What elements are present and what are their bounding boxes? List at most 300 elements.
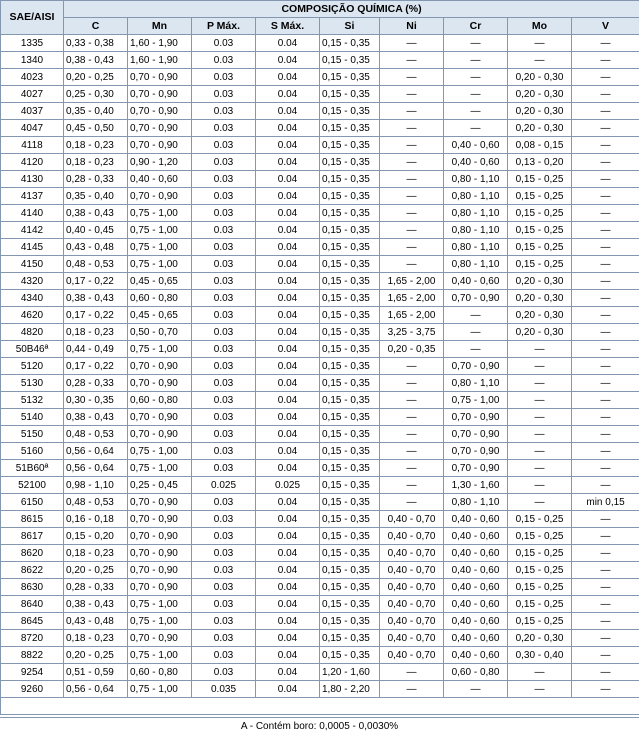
- cell-c: 0,28 - 0,33: [64, 171, 128, 188]
- cell-p-max: 0.03: [192, 205, 256, 222]
- cell-si: 0,15 - 0,35: [320, 290, 380, 307]
- cell-si: 1,80 - 2,20: [320, 681, 380, 698]
- cell-cr: —: [444, 681, 508, 698]
- cell-v: —: [572, 154, 639, 171]
- cell-ni: 0,40 - 0,70: [380, 647, 444, 664]
- cell-v: —: [572, 460, 639, 477]
- cell-cr: —: [444, 69, 508, 86]
- cell-v: —: [572, 681, 639, 698]
- cell-mn: 0,25 - 0,45: [128, 477, 192, 494]
- cell-p-max: 0.03: [192, 52, 256, 69]
- cell-p-max: 0.03: [192, 120, 256, 137]
- cell-v: —: [572, 375, 639, 392]
- cell-mo: 0,15 - 0,25: [508, 256, 572, 273]
- cell-sae-aisi: 4340: [1, 290, 64, 307]
- cell-c: 0,18 - 0,23: [64, 137, 128, 154]
- cell-v: —: [572, 205, 639, 222]
- cell-c: 0,20 - 0,25: [64, 69, 128, 86]
- cell-v: —: [572, 664, 639, 681]
- cell-ni: —: [380, 52, 444, 69]
- cell-mn: 0,70 - 0,90: [128, 579, 192, 596]
- table-row: [1, 307, 639, 324]
- cell-cr: 0,70 - 0,90: [444, 426, 508, 443]
- cell-c: 0,20 - 0,25: [64, 562, 128, 579]
- cell-mn: 0,75 - 1,00: [128, 681, 192, 698]
- cell-si: 0,15 - 0,35: [320, 52, 380, 69]
- cell-cr: 0,40 - 0,60: [444, 511, 508, 528]
- cell-cr: —: [444, 86, 508, 103]
- cell-sae-aisi: 1340: [1, 52, 64, 69]
- cell-sae-aisi: 8620: [1, 545, 64, 562]
- cell-si: 0,15 - 0,35: [320, 392, 380, 409]
- cell-c: 0,28 - 0,33: [64, 375, 128, 392]
- cell-s-max: 0.04: [256, 647, 320, 664]
- cell-s-max: 0.04: [256, 613, 320, 630]
- cell-s-max: 0.04: [256, 52, 320, 69]
- cell-p-max: 0.03: [192, 137, 256, 154]
- table-row: [1, 392, 639, 409]
- cell-v: —: [572, 630, 639, 647]
- cell-si: 0,15 - 0,35: [320, 409, 380, 426]
- cell-v: —: [572, 392, 639, 409]
- cell-si: 0,15 - 0,35: [320, 477, 380, 494]
- cell-v: —: [572, 562, 639, 579]
- cell-si: 0,15 - 0,35: [320, 35, 380, 52]
- cell-mn: 0,70 - 0,90: [128, 120, 192, 137]
- cell-s-max: 0.025: [256, 477, 320, 494]
- cell-s-max: 0.04: [256, 545, 320, 562]
- cell-si: 0,15 - 0,35: [320, 273, 380, 290]
- cell-mn: 0,45 - 0,65: [128, 307, 192, 324]
- cell-mn: 0,50 - 0,70: [128, 324, 192, 341]
- cell-c: 0,17 - 0,22: [64, 273, 128, 290]
- cell-v: —: [572, 579, 639, 596]
- cell-mn: 1,60 - 1,90: [128, 52, 192, 69]
- cell-mn: 0,70 - 0,90: [128, 358, 192, 375]
- cell-sae-aisi: 51B60ª: [1, 460, 64, 477]
- cell-p-max: 0.03: [192, 324, 256, 341]
- cell-v: —: [572, 290, 639, 307]
- cell-mn: 0,75 - 1,00: [128, 613, 192, 630]
- table-row: [1, 222, 639, 239]
- cell-p-max: 0.03: [192, 664, 256, 681]
- cell-ni: —: [380, 154, 444, 171]
- cell-c: 0,56 - 0,64: [64, 460, 128, 477]
- cell-cr: —: [444, 103, 508, 120]
- cell-mn: 1,60 - 1,90: [128, 35, 192, 52]
- cell-v: —: [572, 324, 639, 341]
- cell-p-max: 0.03: [192, 460, 256, 477]
- cell-ni: 3,25 - 3,75: [380, 324, 444, 341]
- cell-cr: 0,80 - 1,10: [444, 205, 508, 222]
- cell-mn: 0,70 - 0,90: [128, 511, 192, 528]
- cell-s-max: 0.04: [256, 307, 320, 324]
- cell-mo: 0,20 - 0,30: [508, 103, 572, 120]
- cell-cr: —: [444, 120, 508, 137]
- cell-cr: —: [444, 52, 508, 69]
- header-si: Si: [320, 18, 380, 35]
- cell-mo: 0,20 - 0,30: [508, 120, 572, 137]
- cell-v: —: [572, 307, 639, 324]
- cell-s-max: 0.04: [256, 69, 320, 86]
- table-row: [1, 460, 639, 477]
- cell-mn: 0,60 - 0,80: [128, 290, 192, 307]
- table-row: [1, 358, 639, 375]
- cell-sae-aisi: 4023: [1, 69, 64, 86]
- cell-ni: 0,40 - 0,70: [380, 562, 444, 579]
- cell-mo: 0,15 - 0,25: [508, 545, 572, 562]
- cell-c: 0,43 - 0,48: [64, 613, 128, 630]
- cell-c: 0,17 - 0,22: [64, 307, 128, 324]
- cell-c: 0,35 - 0,40: [64, 103, 128, 120]
- cell-si: 0,15 - 0,35: [320, 443, 380, 460]
- table-row: [1, 596, 639, 613]
- cell-mn: 0,75 - 1,00: [128, 647, 192, 664]
- table-row: [1, 69, 639, 86]
- cell-v: —: [572, 647, 639, 664]
- header-mn: Mn: [128, 18, 192, 35]
- cell-si: 0,15 - 0,35: [320, 137, 380, 154]
- cell-mn: 0,70 - 0,90: [128, 426, 192, 443]
- cell-c: 0,45 - 0,50: [64, 120, 128, 137]
- cell-mo: —: [508, 358, 572, 375]
- cell-v: —: [572, 443, 639, 460]
- table-row: [1, 647, 639, 664]
- cell-sae-aisi: 5120: [1, 358, 64, 375]
- cell-v: —: [572, 256, 639, 273]
- table-row: [1, 409, 639, 426]
- cell-mn: 0,45 - 0,65: [128, 273, 192, 290]
- header-ni: Ni: [380, 18, 444, 35]
- cell-mo: 0,08 - 0,15: [508, 137, 572, 154]
- cell-si: 0,15 - 0,35: [320, 324, 380, 341]
- cell-p-max: 0.03: [192, 358, 256, 375]
- cell-mo: —: [508, 443, 572, 460]
- cell-p-max: 0.03: [192, 494, 256, 511]
- cell-mn: 0,70 - 0,90: [128, 630, 192, 647]
- cell-mo: 0,20 - 0,30: [508, 630, 572, 647]
- cell-mo: —: [508, 375, 572, 392]
- table-row: [1, 171, 639, 188]
- cell-s-max: 0.04: [256, 562, 320, 579]
- cell-mo: —: [508, 52, 572, 69]
- cell-c: 0,18 - 0,23: [64, 154, 128, 171]
- cell-mo: —: [508, 35, 572, 52]
- cell-cr: 0,80 - 1,10: [444, 222, 508, 239]
- cell-c: 0,48 - 0,53: [64, 426, 128, 443]
- cell-sae-aisi: 8630: [1, 579, 64, 596]
- cell-s-max: 0.04: [256, 239, 320, 256]
- cell-v: min 0,15: [572, 494, 639, 511]
- cell-mo: 0,20 - 0,30: [508, 307, 572, 324]
- cell-sae-aisi: 4150: [1, 256, 64, 273]
- cell-mn: 0,70 - 0,90: [128, 375, 192, 392]
- cell-s-max: 0.04: [256, 137, 320, 154]
- cell-sae-aisi: 4142: [1, 222, 64, 239]
- cell-c: 0,40 - 0,45: [64, 222, 128, 239]
- cell-sae-aisi: 4320: [1, 273, 64, 290]
- cell-c: 0,38 - 0,43: [64, 52, 128, 69]
- cell-cr: —: [444, 341, 508, 358]
- cell-c: 0,38 - 0,43: [64, 205, 128, 222]
- cell-si: 0,15 - 0,35: [320, 358, 380, 375]
- cell-mo: 0,15 - 0,25: [508, 511, 572, 528]
- cell-c: 0,28 - 0,33: [64, 579, 128, 596]
- cell-si: 0,15 - 0,35: [320, 103, 380, 120]
- cell-mo: 0,20 - 0,30: [508, 273, 572, 290]
- cell-s-max: 0.04: [256, 290, 320, 307]
- cell-s-max: 0.04: [256, 579, 320, 596]
- cell-c: 0,48 - 0,53: [64, 494, 128, 511]
- cell-sae-aisi: 1335: [1, 35, 64, 52]
- cell-mo: 0,15 - 0,25: [508, 528, 572, 545]
- cell-sae-aisi: 5150: [1, 426, 64, 443]
- cell-mn: 0,70 - 0,90: [128, 69, 192, 86]
- cell-si: 0,15 - 0,35: [320, 120, 380, 137]
- table-row: [1, 341, 639, 358]
- cell-mo: 0,20 - 0,30: [508, 324, 572, 341]
- cell-sae-aisi: 5130: [1, 375, 64, 392]
- cell-p-max: 0.03: [192, 307, 256, 324]
- cell-ni: —: [380, 188, 444, 205]
- cell-p-max: 0.03: [192, 341, 256, 358]
- cell-cr: —: [444, 307, 508, 324]
- cell-p-max: 0.025: [192, 477, 256, 494]
- table-row: [1, 681, 639, 698]
- cell-mo: 0,15 - 0,25: [508, 239, 572, 256]
- cell-c: 0,18 - 0,23: [64, 630, 128, 647]
- cell-mo: —: [508, 426, 572, 443]
- cell-mn: 0,70 - 0,90: [128, 545, 192, 562]
- cell-c: 0,35 - 0,40: [64, 188, 128, 205]
- cell-mo: 0,13 - 0,20: [508, 154, 572, 171]
- cell-si: 0,15 - 0,35: [320, 341, 380, 358]
- table-row: [1, 630, 639, 647]
- cell-p-max: 0.03: [192, 256, 256, 273]
- cell-sae-aisi: 4145: [1, 239, 64, 256]
- cell-ni: —: [380, 477, 444, 494]
- table-row: [1, 256, 639, 273]
- cell-mn: 0,70 - 0,90: [128, 86, 192, 103]
- table-row: [1, 35, 639, 52]
- cell-mn: 0,75 - 1,00: [128, 341, 192, 358]
- cell-mn: 0,70 - 0,90: [128, 409, 192, 426]
- cell-mn: 0,60 - 0,80: [128, 392, 192, 409]
- cell-cr: 0,70 - 0,90: [444, 409, 508, 426]
- table-row: [1, 477, 639, 494]
- footnote: A - Contém boro: 0,0005 - 0,0030%: [0, 717, 639, 732]
- cell-ni: 0,40 - 0,70: [380, 579, 444, 596]
- cell-s-max: 0.04: [256, 120, 320, 137]
- cell-s-max: 0.04: [256, 341, 320, 358]
- table-row: [1, 613, 639, 630]
- cell-cr: 0,40 - 0,60: [444, 596, 508, 613]
- cell-mn: 0,70 - 0,90: [128, 562, 192, 579]
- cell-s-max: 0.04: [256, 35, 320, 52]
- cell-p-max: 0.03: [192, 562, 256, 579]
- cell-sae-aisi: 4047: [1, 120, 64, 137]
- cell-cr: 0,40 - 0,60: [444, 154, 508, 171]
- cell-cr: 0,40 - 0,60: [444, 273, 508, 290]
- cell-p-max: 0.03: [192, 222, 256, 239]
- cell-s-max: 0.04: [256, 188, 320, 205]
- cell-c: 0,43 - 0,48: [64, 239, 128, 256]
- cell-cr: 0,80 - 1,10: [444, 256, 508, 273]
- cell-v: —: [572, 528, 639, 545]
- cell-sae-aisi: 4130: [1, 171, 64, 188]
- cell-ni: —: [380, 494, 444, 511]
- cell-si: 0,15 - 0,35: [320, 460, 380, 477]
- cell-c: 0,51 - 0,59: [64, 664, 128, 681]
- cell-ni: —: [380, 222, 444, 239]
- cell-s-max: 0.04: [256, 324, 320, 341]
- cell-ni: —: [380, 443, 444, 460]
- cell-cr: 0,70 - 0,90: [444, 290, 508, 307]
- cell-p-max: 0.03: [192, 392, 256, 409]
- cell-v: —: [572, 35, 639, 52]
- cell-v: —: [572, 222, 639, 239]
- cell-sae-aisi: 4027: [1, 86, 64, 103]
- cell-mo: 0,15 - 0,25: [508, 596, 572, 613]
- cell-v: —: [572, 171, 639, 188]
- cell-ni: 0,40 - 0,70: [380, 511, 444, 528]
- cell-cr: 0,40 - 0,60: [444, 613, 508, 630]
- cell-c: 0,18 - 0,23: [64, 324, 128, 341]
- table-row: [1, 205, 639, 222]
- cell-ni: 0,40 - 0,70: [380, 630, 444, 647]
- cell-p-max: 0.03: [192, 511, 256, 528]
- cell-si: 0,15 - 0,35: [320, 188, 380, 205]
- cell-sae-aisi: 52100: [1, 477, 64, 494]
- cell-mn: 0,75 - 1,00: [128, 256, 192, 273]
- table-row: [1, 52, 639, 69]
- cell-sae-aisi: 4120: [1, 154, 64, 171]
- cell-s-max: 0.04: [256, 222, 320, 239]
- cell-si: 0,15 - 0,35: [320, 154, 380, 171]
- cell-c: 0,98 - 1,10: [64, 477, 128, 494]
- table-row: [1, 562, 639, 579]
- cell-s-max: 0.04: [256, 392, 320, 409]
- cell-s-max: 0.04: [256, 171, 320, 188]
- cell-ni: —: [380, 460, 444, 477]
- header-c: C: [64, 18, 128, 35]
- cell-ni: —: [380, 120, 444, 137]
- cell-v: —: [572, 52, 639, 69]
- cell-p-max: 0.03: [192, 375, 256, 392]
- cell-c: 0,38 - 0,43: [64, 409, 128, 426]
- cell-ni: —: [380, 256, 444, 273]
- cell-mn: 0,75 - 1,00: [128, 205, 192, 222]
- cell-v: —: [572, 426, 639, 443]
- cell-cr: 1,30 - 1,60: [444, 477, 508, 494]
- cell-si: 0,15 - 0,35: [320, 239, 380, 256]
- cell-mo: 0,15 - 0,25: [508, 562, 572, 579]
- cell-ni: —: [380, 69, 444, 86]
- cell-ni: —: [380, 358, 444, 375]
- cell-p-max: 0.03: [192, 579, 256, 596]
- cell-s-max: 0.04: [256, 409, 320, 426]
- table-row: [1, 273, 639, 290]
- cell-si: 1,20 - 1,60: [320, 664, 380, 681]
- header-sae-aisi: SAE/AISI: [1, 1, 64, 35]
- cell-mo: 0,15 - 0,25: [508, 188, 572, 205]
- cell-sae-aisi: 4620: [1, 307, 64, 324]
- table-row: [1, 528, 639, 545]
- cell-cr: 0,80 - 1,10: [444, 375, 508, 392]
- cell-p-max: 0.03: [192, 171, 256, 188]
- cell-cr: —: [444, 35, 508, 52]
- cell-si: 0,15 - 0,35: [320, 647, 380, 664]
- cell-si: 0,15 - 0,35: [320, 511, 380, 528]
- cell-ni: 0,40 - 0,70: [380, 528, 444, 545]
- cell-mn: 0,70 - 0,90: [128, 494, 192, 511]
- cell-p-max: 0.03: [192, 545, 256, 562]
- cell-v: —: [572, 69, 639, 86]
- table-row: [1, 664, 639, 681]
- cell-v: —: [572, 596, 639, 613]
- cell-sae-aisi: 5160: [1, 443, 64, 460]
- cell-c: 0,16 - 0,18: [64, 511, 128, 528]
- cell-mo: —: [508, 341, 572, 358]
- cell-s-max: 0.04: [256, 664, 320, 681]
- cell-c: 0,20 - 0,25: [64, 647, 128, 664]
- cell-c: 0,48 - 0,53: [64, 256, 128, 273]
- cell-ni: 0,20 - 0,35: [380, 341, 444, 358]
- cell-s-max: 0.04: [256, 273, 320, 290]
- cell-si: 0,15 - 0,35: [320, 86, 380, 103]
- table-row: [1, 120, 639, 137]
- cell-v: —: [572, 103, 639, 120]
- cell-mo: 0,15 - 0,25: [508, 222, 572, 239]
- cell-si: 0,15 - 0,35: [320, 562, 380, 579]
- cell-c: 0,38 - 0,43: [64, 596, 128, 613]
- cell-si: 0,15 - 0,35: [320, 222, 380, 239]
- cell-mo: —: [508, 477, 572, 494]
- table-row: [1, 239, 639, 256]
- cell-mo: —: [508, 409, 572, 426]
- cell-v: —: [572, 86, 639, 103]
- cell-mo: 0,20 - 0,30: [508, 69, 572, 86]
- cell-p-max: 0.03: [192, 35, 256, 52]
- header-cr: Cr: [444, 18, 508, 35]
- cell-si: 0,15 - 0,35: [320, 256, 380, 273]
- cell-mo: 0,15 - 0,25: [508, 205, 572, 222]
- cell-cr: 0,40 - 0,60: [444, 137, 508, 154]
- cell-mn: 0,75 - 1,00: [128, 596, 192, 613]
- cell-p-max: 0.03: [192, 290, 256, 307]
- header-v: V: [572, 18, 639, 35]
- cell-cr: 0,40 - 0,60: [444, 647, 508, 664]
- cell-si: 0,15 - 0,35: [320, 69, 380, 86]
- cell-sae-aisi: 8617: [1, 528, 64, 545]
- cell-s-max: 0.04: [256, 358, 320, 375]
- cell-ni: —: [380, 409, 444, 426]
- cell-s-max: 0.04: [256, 103, 320, 120]
- header-mo: Mo: [508, 18, 572, 35]
- cell-si: 0,15 - 0,35: [320, 307, 380, 324]
- cell-mn: 0,70 - 0,90: [128, 103, 192, 120]
- cell-sae-aisi: 5132: [1, 392, 64, 409]
- cell-sae-aisi: 6150: [1, 494, 64, 511]
- table-row: [1, 154, 639, 171]
- cell-mo: —: [508, 392, 572, 409]
- cell-p-max: 0.03: [192, 426, 256, 443]
- cell-p-max: 0.03: [192, 239, 256, 256]
- cell-cr: 0,40 - 0,60: [444, 630, 508, 647]
- cell-si: 0,15 - 0,35: [320, 596, 380, 613]
- cell-mn: 0,60 - 0,80: [128, 664, 192, 681]
- cell-ni: —: [380, 239, 444, 256]
